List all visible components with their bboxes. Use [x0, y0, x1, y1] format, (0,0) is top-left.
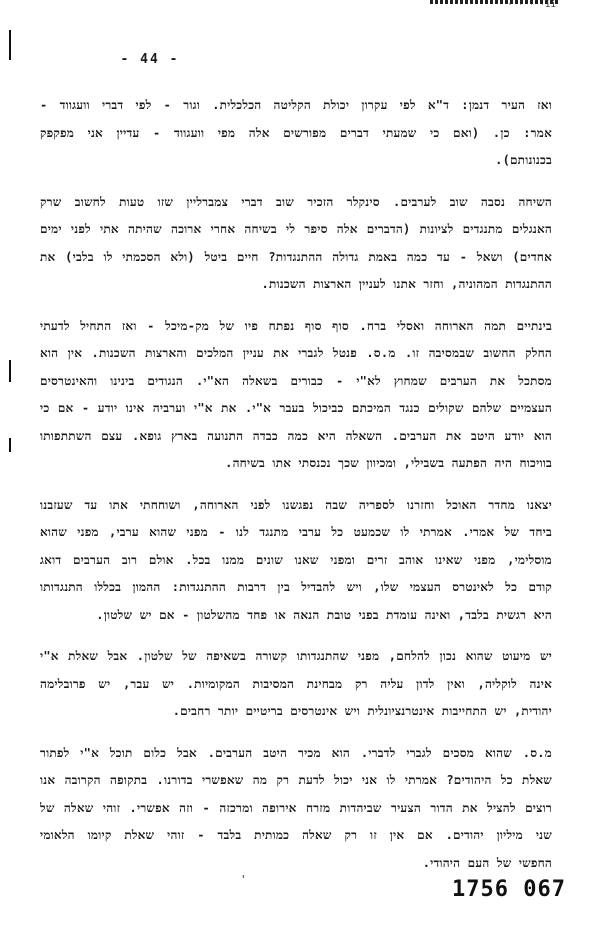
text-line: היא רגשית בלבד, ואינה עומדת בפני טובת הנאה או פחד מהשלטון - אם יש שלטון. [96, 607, 552, 622]
text-line: בכנונותם). [495, 153, 552, 167]
text-line: מ.ס. שהוא מסכים לגברי לדברי. הוא מכיר היטב הערבים. אבל כלום תוכל א"י לפתור [40, 745, 552, 760]
paragraph [40, 92, 552, 175]
text-line: יצאנו מחדר האוכל וחזרנו לספריה שבה נפגשנו לפני הארוחה, ושוחחתי אתו עד שעזבנו [40, 497, 552, 512]
text-line: שני מיליון יהודים. אם אין זו רק שאלה כמותית בלבד - זוהי שאלת קיומו הלאומי [40, 828, 552, 842]
text-line: שאלת כל היהודים? אמרתי לו אני יכול לדעת רק מה שאפשרי בדורנו. בתקופה הקרובה אנו [40, 773, 552, 787]
text-line: קודם כל לאינטרס העצמי שלו, ויש להבדיל בין דרבות ההתנגדות: ההמון בכללו התנגדותו [40, 580, 552, 594]
top-corner-mark: · · · ·ii [507, 0, 556, 10]
text-line: השיחה נסבה שוב לערבים. סינקלר הזכיר שוב דברי צמברליין שזו טעות לחשוב שרק [40, 194, 552, 209]
body-text [40, 92, 552, 891]
document-number: 1756 067 [452, 877, 566, 902]
page-number: - 44 - [120, 52, 180, 67]
text-line: מסתכל את הערבים שמחוץ לא"י - כבורים בשאלה הא"י. הנגודים בינינו והאינטרסים [40, 373, 552, 388]
text-line: אחדים) ושאל - עד כמה באמת גדולה ההתנגדות? חיים ביטל (ולא הסכמתי לו בלבי) את [40, 249, 552, 264]
text-line: בוויכוח היה הפתעה בשבילי, ומכיוון שכך נכנסתי אתו בשיחה. [225, 456, 552, 470]
text-line: האנגלים מתנגדים לציונות (הדברים אלה סיפר לי בשיחה אחרי ארוכה שהיתה אתי לפני ימים [40, 222, 552, 236]
text-line: יש מיעוט שהוא נכון להלחם, מפני שהתנגדותו קשורה בשאיפה של שלטון. אבל שאלת א"י [40, 649, 552, 663]
text-line: ההתנגדות המהוניה, וחזר אתנו לעניין הארצות השכנות. [261, 277, 552, 291]
paragraph [40, 189, 552, 299]
text-line: החפשי של העם היהודי. [422, 855, 552, 870]
text-line: העצמיים שלהם שקולים כנגד המיכתם כביכול בעבר א"י. את א"י וערביה אינו יודע - אם כי [40, 401, 552, 415]
text-line: הוא יודע היטב את הערבים. השאלה היא כמה כבדה התנועה בארץ גופא. עצם השתתפותו [40, 428, 552, 443]
text-line: אינה לוקליה, ואין לדון עליה רק מבחינת המסיבות המקומיות. יש עבר, יש פרובלימה [40, 676, 552, 691]
paragraph [40, 740, 552, 878]
margin-rule [9, 438, 11, 452]
text-line: החלק החשוב שבמסיבה זו. מ.ס. פנטל לגברי את עניין המלכים והארצות השכנות. אין הוא [40, 346, 552, 360]
paragraph [40, 313, 552, 478]
text-line: יהודית, יש התחייבות אינטרנציונלית ויש אינטרסים בריטיים יותר רחבים. [172, 704, 552, 718]
text-line: מוסלימי, מפני שאינו אוהב זרים ומפני שאנו שונים ממנו בכל. אולם רוב הערבים דואג [40, 552, 552, 567]
text-line: אמר: כן. (ואם כי שמעתי דברים מפורשים אלה מפי וועגווד - עדיין אני מפקפק [40, 125, 552, 140]
text-line: ואז העיר דנמן: ד"א לפי עקרון יכולת הקליטה הכלכלית. וגור - לפי דברי וועגווד - [40, 98, 552, 112]
paragraph [40, 492, 552, 630]
text-line: ביחד של אמרי. אמרתי לו שכמעט כל ערבי מתנגד לנו - מפני שהוא ערבי, מפני שהוא [40, 525, 552, 539]
stray-mark: ' [240, 873, 247, 886]
margin-rule [9, 360, 11, 382]
text-line: בינתיים תמה הארוחה ואסלי ברח. סוף סוף נפתח פיו של מק-מיכל - ואז התחיל לדעתי [40, 318, 552, 333]
text-line: רוצים להציל את הדור הצעיר שביהדות מזרח אירופה ומרכזה - וזה אפשרי. זוהי שאלה של [40, 800, 552, 815]
paragraph [40, 643, 552, 726]
